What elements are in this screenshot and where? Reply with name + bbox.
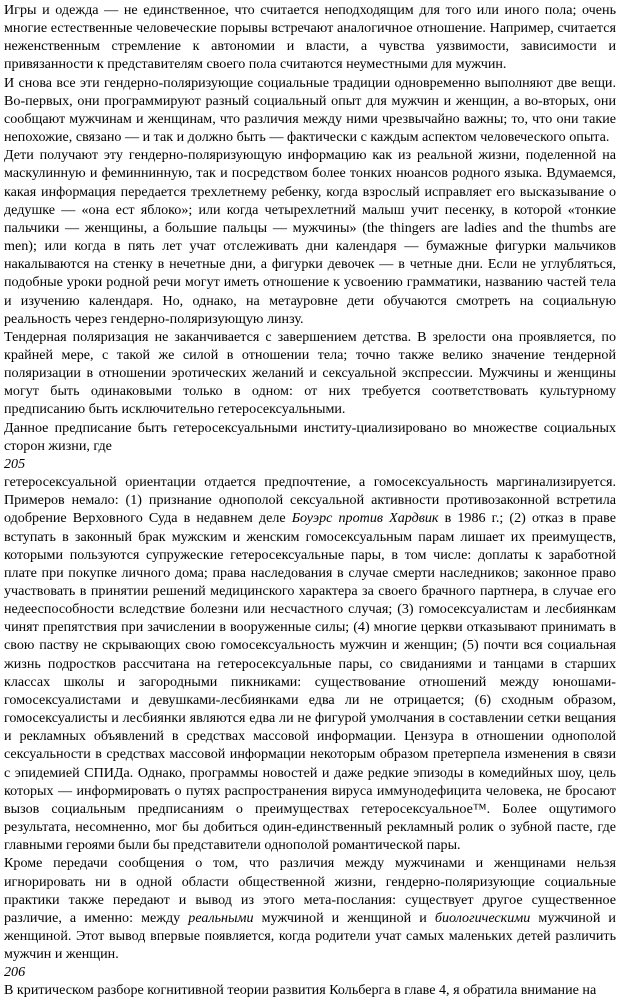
paragraph-8: В критическом разборе когнитивной теории развития Кольберга в главе 4, я обратила внимание на [4, 982, 597, 999]
italic-term-biological: биологическими [434, 909, 531, 926]
paragraph-1: Игры и одежда — не единственное, что считается неподходящим для того или иного пола; очень многие естественные человеческие порывы встречают аналогичное отношение. Например, считается неженственным стремление к автономии и власти, а чувства уязвимости, зависимости и привязанности к представителям своего пола считаются неуместными для мужчин. [4, 2, 616, 73]
paragraph-7-text-middle: мужчиной и женщиной и [253, 909, 435, 926]
paragraph-4: Тендерная поляризация не заканчивается с завершением детства. В зрелости она проявляется, по крайней мере, с такой же силой в отношении тела; точно также велико значение тендерной поляризации в отношении эротических желаний и сексуальной экспрессии. Мужчины и женщины могут быть одинаковыми только в одном: от них требуется соответствовать культурному предписанию быть исключительно гетеросексуальными. [4, 328, 616, 418]
page-number-marker-2: 206 [4, 964, 26, 981]
paragraph-7 [4, 854, 616, 963]
paragraph-7-text-start: Кроме передачи сообщения о том, что различия между мужчинами и женщинами нельзя игнорировать ни в одной области общественной жизни, гендерно-поляризующие социальные практики также передают и вывод из этого мета-послания: существует другое существенное различие, а именно: между [4, 855, 616, 926]
paragraph-3: Дети получают эту гендерно-поляризующую информацию как из реальной жизни, поделенной на маскулинную и феминнинную, так и посредством более тонких нюансов родного языка. Вдумаемся, какая информация передается трехлетнему ребенку, когда взрослый исправляет его высказывание о дедушке — «она ест яблоко»; или когда четырехлетний малыш учит песенку, в которой «тонкие пальчики — женщины, а большие пальцы — мужчины» (the thingers are ladies and the thumbs are men); или когда в пять лет учат отслеживать дни календаря — бумажные фигурки мальчиков накалываются на стенку в нечетные дни, а фигурки девочек — в четные дни. Если не углубляться, подобные уроки родной речи могут иметь отношение к усвоению грамматики, названию частей тела и изучению календаря. Но, однако, на метауровне дети обучаются смотреть на социальную реальность через гендерно-поляризующую линзу. [4, 147, 616, 327]
italic-term-real: реальными [188, 909, 254, 926]
paragraph-6-text-end: в 1986 г.; (2) отказ в праве вступать в законный брак мужским и женским гомосексуальным парам лишает их преимуществ, которыми пользуются супружеские гетеросексуальные пары, в том числе: доплаты к заработной плате при покупке личного дома; права наследования в случае смерти наследников; законное право участвовать в принятии решений медицинского характера за своего брачного партнера, в случае его недееспособности вследствие болезни или несчастного случая; (3) гомосексуалистам и лесбиянкам чинят препятствия при зачислении в вооруженные силы; (4) многие церкви отказывают принимать в свою паству не скрывающих свою гомосексуальность мужчин и женщин; (5) почти вся социальная жизнь подростков рассчитана на гетеросексуальные пары, со свиданиями и танцами в старших классах школы и загородными пикниками: существование отношений между юношами-гомосексуалистами и девушками-лесбиянками едва ли не отрицается; (6) сходным образом, гомосексуалисты и лесбиянки являются едва ли не фигурой умолчания в составлении сетки вещания и рекламных объявлений в средствах массовой информации. Цензура в отношении однополой сексуальности в средствах массовой информации некоторым образом претерпела изменения в связи с эпидемией СПИДа. Однако, программы новостей и даже редкие эпизоды в комедийных шоу, цель которых — информировать о путях распространения вируса иммунодефицита человека, не бросают вызов социальным предписаниям о преимуществах гетеросексуальное™. Более ощутимого результата, несомненно, мог бы добиться один-единственный рекламный ролик о зубной пасте, где главными героями были бы представители однополой романтической пары. [4, 510, 616, 854]
paragraph-5: Данное предписание быть гетеросексуальными институ-циализировано во множестве социальных сторон жизни, где [4, 419, 616, 454]
paragraph-7-text-end: мужчиной и женщиной. Этот вывод впервые появляется, когда родители учат самых маленьких детей различить мужчин и женщин. [4, 909, 616, 963]
paragraph-2: И снова все эти гендерно-поляризующие социальные традиции одновременно выполняют две вещи. Во-первых, они программируют разный социальный опыт для мужчин и женщин, а во-вторых, они сообщают мужчинам и женщинам, что различия между ними чрезвычайно важны; то, что они такие непохожие, связано — и так и должно быть — фактически с каждым аспектом человеческого опыта. [4, 74, 616, 146]
paragraph-6-text-start: гетеросексуальной ориентации отдается предпочтение, а гомосексуальность маргинализируется. Примеров немало: (1) признание однополой сексуальной активности противозаконной встретила одобрение Верховного Суда в недавнем деле [4, 474, 616, 527]
case-name-italic: Боуэрс против Хардвик [291, 510, 439, 527]
paragraph-6 [4, 473, 616, 854]
page-number-marker: 205 [4, 455, 26, 472]
